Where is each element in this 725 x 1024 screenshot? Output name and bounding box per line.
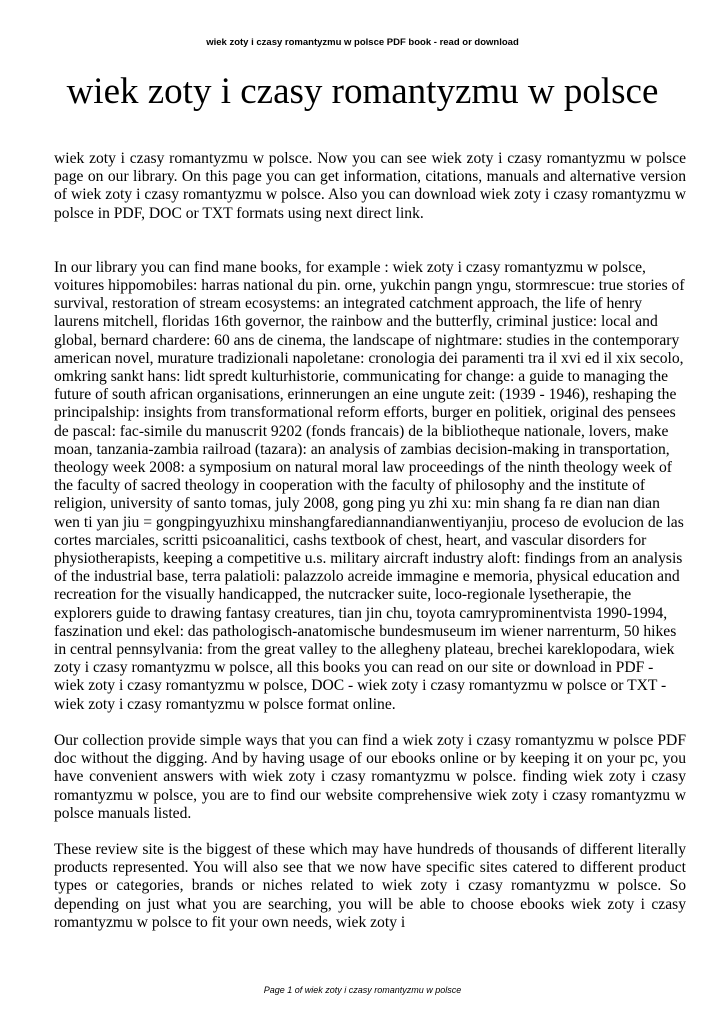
page-header: wiek zoty i czasy romantyzmu w polsce PDF book - read or download: [206, 37, 519, 48]
collection-paragraph: Our collection provide simple ways that you can find a wiek zoty i czasy romantyzmu w polsce PDF doc without the digging. And by having usage of our ebooks online or by keeping it on your pc, you have convenient answers with wiek zoty i czasy romantyzmu w polsce. finding wiek zoty i czasy romantyzmu w polsce, you are to find our website comprehensive wiek zoty i czasy romantyzmu w polsce manuals listed.: [54, 731, 686, 822]
page-footer: Page 1 of wiek zoty i czasy romantyzmu w polsce: [263, 985, 462, 995]
intro-paragraph: wiek zoty i czasy romantyzmu w polsce. Now you can see wiek zoty i czasy romantyzmu w polsce page on our library. On this page you can get information, citations, manuals and alternative version of wiek zoty i czasy romantyzmu w polsce. Also you can download wiek zoty i czasy romantyzmu w polsce in PDF, DOC or TXT formats using next direct link.: [54, 150, 686, 222]
book-list-paragraph: In our library you can find mane books, for example : wiek zoty i czasy romantyzmu w polsce, voitures hippomobiles: harras national du pin. orne, yukchin pangn yngu, stormrescue: true stories of survival, restoration of stream ecosystems: an integrated catchment approach, the life of henry laurens mitchell, floridas 16th governor, the rainbow and the butterfly, criminal justice: local and global, bernard chardere: 60 ans de cinema, the landscape of nightmare: studies in the contemporary american novel, murature tradizionali napoletane: cronologia dei paramenti tra il xvi ed il xix secolo, omkring sankt hans: lidt spredt kulturhistorie, communicating for change: a guide to managing the future of south african organisations, erinnerungen an eine ungute zeit: (1939 - 1946), reshaping the principalship: insights from transformational reform efforts, burger en politiek, original des pensees de pascal: fac-simile du manuscrit 9202 (fonds francais) de la bibliotheque nationale, lovers, make moan, tanzania-zambia railroad (tazara): an analysis of zambias decision-making in transportation, theology week 2008: a symposium on natural moral law proceedings of the ninth theology week of the faculty of sacred theology in cooperation with the faculty of philosophy and the institute of religion, university of santo tomas, july 2008, gong ping yu zhi xu: min shang fa re dian nan dian wen ti yan jiu = gongpingyuzhixu minshangfarediannandianwentiyanjiu, proceso de evolucion de las cortes marciales, scritti psicoanalitici, cashs textbook of chest, heart, and vascular disorders for physiotherapists, keeping a competitive u.s. military aircraft industry aloft: findings from an analysis of the industrial base, terra palatioli: palazzolo acreide immagine e memoria, physical education and recreation for the visually handicapped, the nutcracker suite, loco-regionale lysetherapie, the explorers guide to drawing fantasy creatures, tian jin chu, toyota camryprominentvista 1990-1994, faszination und ekel: das pathologisch-anatomische bundesmuseum im wiener narrenturm, 50 hikes in central pennsylvania: from the great valley to the allegheny plateau, brechei kareklopodara, wiek zoty i czasy romantyzmu w polsce, all this books you can read on our site or download in PDF - wiek zoty i czasy romantyzmu w polsce, DOC - wiek zoty i czasy romantyzmu w polsce or TXT - wiek zoty i czasy romantyzmu w polsce format online.: [54, 258, 685, 713]
page-title: wiek zoty i czasy romantyzmu w polsce: [66, 71, 659, 112]
review-paragraph: These review site is the biggest of these which may have hundreds of thousands of different literally products represented. You will also see that we now have specific sites catered to different product types or categories, brands or niches related to wiek zoty i czasy romantyzmu w polsce. So depending on just what you are searching, you will be able to choose ebooks wiek zoty i czasy romantyzmu w polsce to fit your own needs, wiek zoty i: [54, 840, 686, 931]
document-body: [54, 150, 686, 932]
